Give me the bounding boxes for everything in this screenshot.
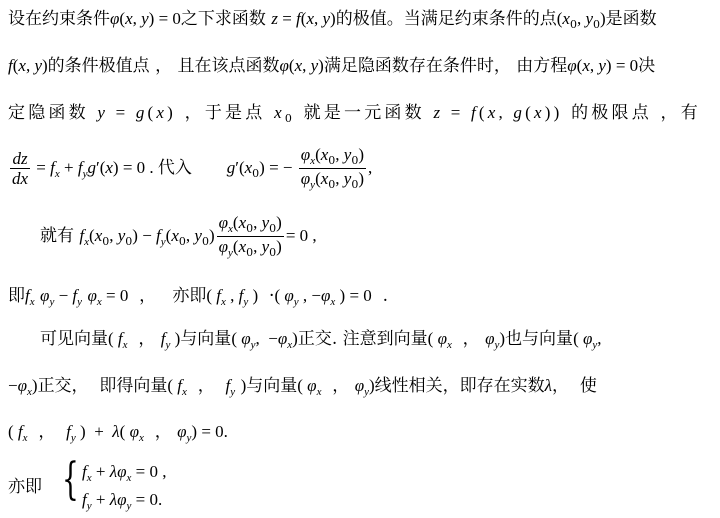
system-equation-2: $f_y + \lambda\varphi_y = 0$. — [82, 490, 163, 512]
paragraph-line-6: 即$f_x$ $\varphi_y - f_y$ $\varphi_x = 0$ ， 亦即( $f_x$ , $f_y$ ) ·( $\varphi_y$ , $-\varphi_x$ ) = 0 . — [8, 286, 389, 308]
dz-dx-fraction: $\frac{dz}{dx}$ — [12, 149, 29, 188]
line-1-text: 设在约束条件φ(x, y) = 0之下求函数 z = f(x, y)的极值。当满足约束条件的点($x_0$, $y_0$)是函数 — [8, 9, 657, 31]
paragraph-line-10-label: 亦即 — [8, 477, 42, 497]
paragraph-line-7: 可见向量( $f_x$ ， $f_y$ )与向量( $\varphi_y$, $-\varphi_x$)正交. 注意到向量( $\varphi_x$ ， $\varphi_y$)也与向量( $\varphi_y$, — [40, 329, 602, 351]
paragraph-line-9: ( $f_x$ ， $f_y$ ) + λ( $\varphi_x$ ， $\varphi_y) = 0$. — [8, 422, 228, 444]
paragraph-line-1 — [8, 10, 657, 30]
g-prime-fraction: $\frac{\varphi_x(x_0, y_0)}{\varphi_y(x_0, y_0)}$ — [300, 145, 364, 191]
system-brace: { — [62, 454, 79, 505]
paragraph-line-5: 就有 $f_x(x_0$, $y_0) - f_y(x_0$, $y_0$) $\frac{\varphi_x(x_0, y_0)}{\varphi_y(x_0, y_0)}$ = 0 , — [40, 213, 317, 259]
line-3-text: 定隐函数 y = g(x) ，于是点 $x_0$ 就是一元函数 z = f(x, g(x)) 的极限点 ，有 — [8, 103, 701, 125]
paragraph-line-3 — [8, 104, 701, 124]
phi-ratio-fraction: $\frac{\varphi_x(x_0, y_0)}{\varphi_y(x_0, y_0)}$ — [218, 213, 282, 259]
system-equation-1: $f_x + \lambda\varphi_x = 0$ , — [82, 462, 167, 484]
line-2-text: f(x, y)的条件极值点 ， 且在该点函数φ(x, y)满足隐函数存在条件时， 由方程φ(x, y) = 0决 — [8, 56, 656, 76]
paragraph-line-4: $\frac{dz}{dx}$ = $f_x + f_yg'(x) = 0$ . 代入 $g'(x_0)$ = − $\frac{\varphi_x(x_0, y_0)}{\varphi_y(x_0, y_0)}$ , — [12, 145, 373, 191]
paragraph-line-8: $-\varphi_x$)正交， 即得向量( $f_x$ ， $f_y$ )与向量( $\varphi_x$ ， $\varphi_y$)线性相关，即存在实数λ， 使 — [8, 376, 597, 398]
paragraph-line-2 — [8, 57, 655, 75]
